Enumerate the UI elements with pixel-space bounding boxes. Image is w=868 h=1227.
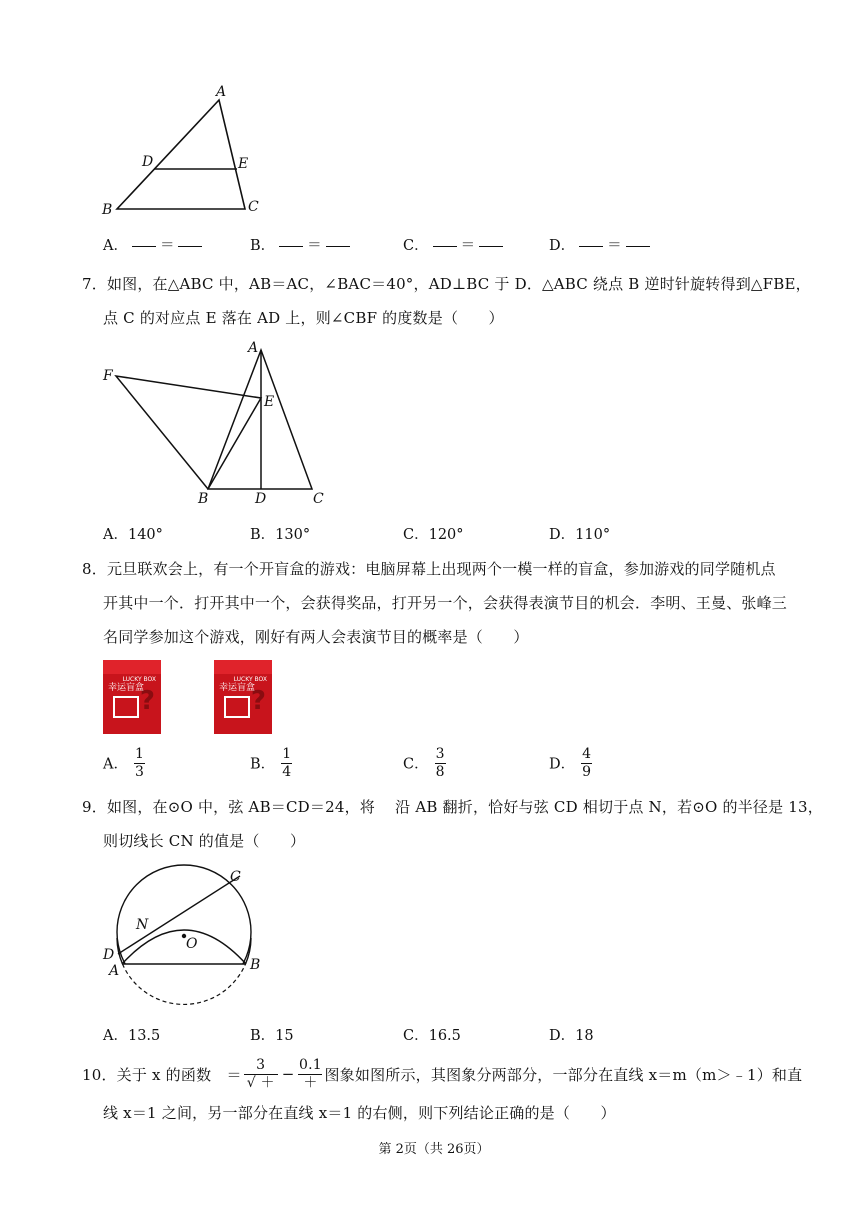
q9-circle-figure	[100, 858, 270, 1008]
question-mark-icon: ?	[139, 686, 155, 716]
box-lucky-label: LUCKY BOX	[233, 676, 267, 683]
q7-rotation-figure	[100, 338, 340, 508]
option-eq: ＝	[307, 238, 322, 254]
denominator: 3	[135, 763, 144, 780]
box-label: 幸运盲盒	[108, 683, 145, 693]
q6-label-a: A	[216, 84, 227, 100]
q8-option-b[interactable]	[250, 747, 292, 779]
option-text: 16.5	[428, 1028, 461, 1044]
page-footer: 第 2页（共 26页）	[378, 1142, 490, 1157]
q9-option-d[interactable]	[549, 1024, 594, 1045]
q7-label-c: C	[313, 491, 324, 507]
q9-label-n: N	[136, 917, 149, 933]
q9-stem-line2: 则切线长 CN 的值是（ ）	[103, 832, 306, 850]
q9-label-d: D	[103, 947, 115, 963]
denominator: 9	[582, 763, 592, 780]
option-text: 13.5	[127, 1028, 161, 1044]
numerator: 4	[582, 746, 592, 762]
q9-option-c[interactable]	[403, 1024, 461, 1045]
q10-stem-line1	[82, 1058, 802, 1090]
option-text: 130°	[275, 527, 311, 543]
q8-stem-line2: 开其中一个．打开其中一个，会获得奖品，打开另一个，会获得表演节目的机会．李明、王曼、张峰三	[103, 594, 788, 612]
q10-fraction1-numerator: 3	[256, 1057, 266, 1073]
blind-box-image-2	[214, 660, 272, 734]
option-eq: ＝	[460, 238, 476, 254]
option-letter: A．	[103, 1028, 128, 1044]
option-letter: D．	[549, 756, 576, 773]
option-text: 140°	[127, 527, 163, 543]
q8-stem-line1: 8．元旦联欢会上，有一个开盲盒的游戏：电脑屏幕上出现两个一模一样的盲盒，参加游戏的同学随机点	[82, 560, 776, 578]
option-letter: D．	[549, 527, 576, 543]
option-eq: ＝	[607, 238, 622, 254]
q6-label-c: C	[248, 199, 259, 215]
numerator: 1	[135, 746, 144, 762]
option-text: 15	[275, 1028, 294, 1044]
q7-option-d[interactable]	[549, 523, 610, 544]
q6-option-b[interactable]	[250, 234, 354, 255]
q9-label-b: B	[250, 957, 261, 973]
q7-option-a[interactable]	[103, 523, 163, 544]
q7-label-b: B	[198, 491, 209, 507]
blind-box-image-1	[103, 660, 161, 734]
q6-option-c[interactable]	[403, 234, 507, 255]
q10-stem-line2: 线 x＝1 之间，另一部分在直线 x＝1 的右侧，则下列结论正确的是（ ）	[103, 1104, 616, 1122]
q9-option-a[interactable]	[103, 1024, 160, 1045]
q10-fraction2-numerator: 0.1	[299, 1057, 322, 1073]
q8-option-d[interactable]	[549, 747, 592, 779]
numerator: 1	[282, 746, 292, 762]
option-letter: D．	[549, 238, 576, 254]
option-letter: C．	[403, 756, 429, 773]
q7-option-b[interactable]	[250, 523, 310, 544]
q6-label-b: B	[102, 202, 113, 218]
option-text: 120°	[428, 527, 464, 543]
option-letter: B．	[250, 756, 276, 773]
q7-stem-line2: 点 C 的对应点 E 落在 AD 上，则∠CBF 的度数是（ ）	[103, 309, 504, 327]
option-letter: C．	[403, 527, 429, 543]
q7-stem-line1: 7．如图，在△ABC 中，AB＝AC，∠BAC＝40°，AD⊥BC 于 D．△ABC 绕点 B 逆时针旋转得到△FBE，	[82, 275, 811, 293]
option-letter: B．	[250, 527, 276, 543]
option-eq: ＝	[159, 238, 175, 254]
q8-option-a[interactable]	[103, 747, 145, 779]
q7-label-a: A	[248, 340, 259, 356]
q7-label-d: D	[255, 491, 267, 507]
option-letter: A．	[103, 527, 128, 543]
box-label: 幸运盲盒	[219, 683, 256, 693]
denominator: 4	[282, 763, 292, 780]
gift-icon	[113, 696, 139, 718]
q8-option-c[interactable]	[403, 747, 446, 779]
q6-label-e: E	[238, 156, 249, 172]
q7-option-c[interactable]	[403, 523, 464, 544]
q10-fraction2-denominator: ＋	[303, 1074, 318, 1091]
q10-suffix: 图象如图所示，其图象分两部分，一部分在直线 x＝m（m＞﹣1）和直	[324, 1065, 803, 1084]
q9-label-o: O	[186, 936, 198, 952]
denominator: 8	[435, 763, 445, 780]
q9-label-a: A	[109, 963, 120, 979]
q8-stem-line3: 名同学参加这个游戏，刚好有两人会表演节目的概率是（ ）	[103, 628, 529, 646]
option-letter: A．	[103, 238, 128, 254]
q10-fraction1-denominator: √ ＋	[246, 1074, 275, 1091]
q6-label-d: D	[142, 154, 154, 170]
q7-label-e: E	[264, 394, 275, 410]
q6-option-d[interactable]	[549, 234, 654, 255]
option-letter: C．	[403, 238, 429, 254]
numerator: 3	[435, 746, 445, 762]
q9-label-c: C	[230, 869, 241, 885]
q9-option-b[interactable]	[250, 1024, 294, 1045]
option-letter: C．	[403, 1028, 429, 1044]
option-letter: B．	[250, 1028, 276, 1044]
option-letter: D．	[549, 1028, 576, 1044]
option-letter: B．	[250, 238, 276, 254]
q7-label-f: F	[103, 368, 113, 384]
q9-stem-line1: 9．如图，在⊙O 中，弦 AB＝CD＝24，将 沿 AB 翻折，恰好与弦 CD 相切于点 N，若⊙O 的半径是 13，	[82, 798, 823, 816]
q10-minus-sign: −	[281, 1065, 295, 1084]
q6-option-a[interactable]	[103, 234, 206, 255]
gift-icon	[224, 696, 250, 718]
option-text: 18	[575, 1028, 594, 1044]
option-text: 110°	[575, 527, 611, 543]
question-mark-icon: ?	[250, 686, 266, 716]
box-lucky-label: LUCKY BOX	[122, 676, 156, 683]
option-letter: A．	[103, 756, 128, 773]
q10-prefix: 10．关于 x 的函数 ＝	[82, 1065, 242, 1084]
